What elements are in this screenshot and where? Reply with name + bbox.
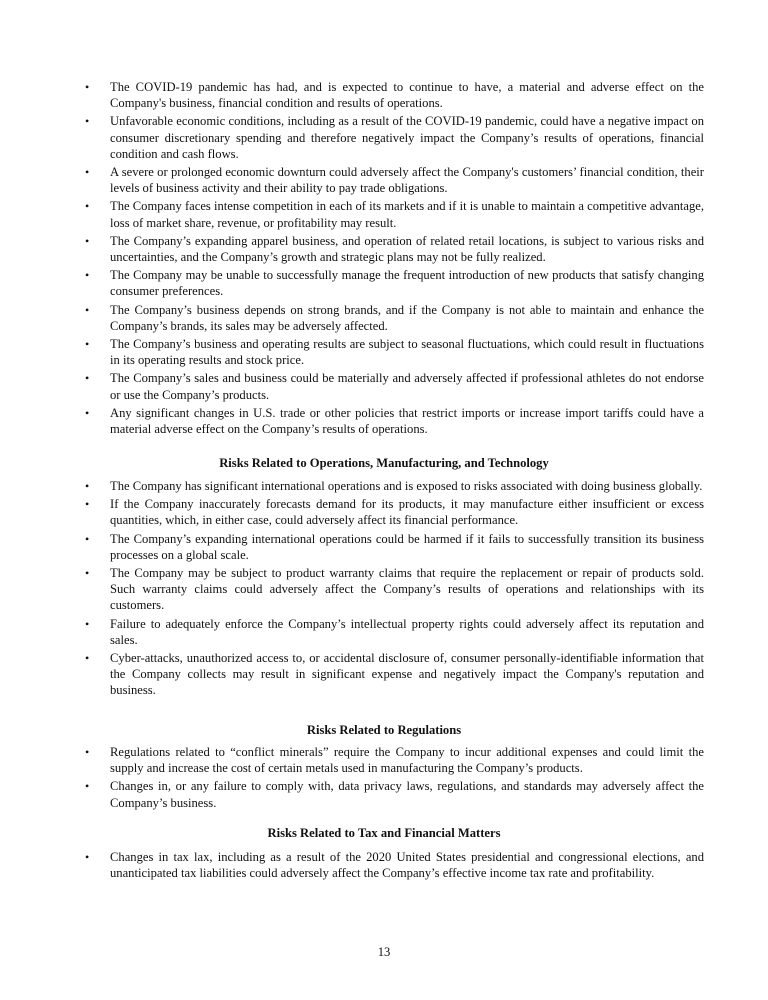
list-item: • A severe or prolonged economic downturn could adversely affect the Company's customers’ financial condition, their levels of business activity and their ability to pay trade obligations. xyxy=(85,165,704,196)
bullet-icon: • xyxy=(85,566,90,581)
page-number: 13 xyxy=(377,945,391,959)
bullet-icon: • xyxy=(85,80,90,94)
list-item: • The Company has significant international operations and is exposed to risks associated with doing business globally. xyxy=(85,479,703,493)
tax-financial-risks-list xyxy=(0,849,768,881)
operations-risks-section xyxy=(0,478,768,701)
list-item: • The Company’s business depends on strong brands, and if the Company is not able to maintain and enhance the Company’s brands, its sales may be adversely affected. xyxy=(85,302,704,333)
bullet-icon: • xyxy=(85,479,90,493)
list-item: • Changes in, or any failure to comply with, data privacy laws, regulations, and standards may adversely affect the Company’s business. xyxy=(85,779,704,810)
list-item: • If the Company inaccurately forecasts demand for its products, it may manufacture either insufficient or excess quantities, which, in either case, could adversely affect its financial performance. xyxy=(85,497,704,528)
bullet-icon: • xyxy=(85,745,90,759)
bullet-icon: • xyxy=(85,779,90,794)
bullet-icon: • xyxy=(85,497,90,512)
list-item: • The COVID-19 pandemic has had, and is expected to continue to have, a material and adverse effect on the Company's business, financial condition and results of operations. xyxy=(85,80,704,111)
bullet-icon: • xyxy=(85,165,90,180)
list-item: • Failure to adequately enforce the Company’s intellectual property rights could adversely affect its reputation and sales. xyxy=(85,616,704,647)
list-item: • The Company may be unable to successfully manage the frequent introduction of new products that satisfy changing consumer preferences. xyxy=(85,268,704,299)
general-risks-list xyxy=(0,79,768,437)
list-item: • The Company’s sales and business could be materially and adversely affected if professional athletes do not endorse or use the Company’s products. xyxy=(85,371,704,402)
list-item: • Regulations related to “conflict minerals” require the Company to incur additional expenses and could limit the supply and increase the cost of certain metals used in manufacturing the Company’s products. xyxy=(85,745,704,776)
list-item: • The Company faces intense competition in each of its markets and if it is unable to maintain a competitive advantage, loss of market share, revenue, or profitability may result. xyxy=(85,199,704,230)
regulations-risks-section xyxy=(0,744,768,813)
bullet-icon: • xyxy=(85,302,90,317)
bullet-icon: • xyxy=(85,651,90,666)
bullet-icon: • xyxy=(85,405,90,420)
bullet-icon: • xyxy=(85,616,90,631)
operations-risks-list xyxy=(0,478,768,699)
bullet-icon: • xyxy=(85,850,90,864)
bullet-icon: • xyxy=(85,268,90,283)
bullet-icon: • xyxy=(85,371,90,386)
list-item: • The Company’s business and operating results are subject to seasonal fluctuations, which could result in fluctuations in its operating results and stock price. xyxy=(85,337,704,368)
bullet-icon: • xyxy=(85,233,90,248)
list-item: • Changes in tax lax, including as a result of the 2020 United States presidential and congressional elections, and unanticipated tax liabilities could adversely affect the Company’s effective income tax rate and profitability. xyxy=(85,850,704,881)
list-item: • Unfavorable economic conditions, including as a result of the COVID-19 pandemic, could have a negative impact on consumer discretionary spending and therefore negatively impact the Company’s results of operations, financial condition and cash flows. xyxy=(85,114,704,161)
list-item: • The Company may be subject to product warranty claims that require the replacement or repair of products sold. Such warranty claims could adversely affect the Company’s results of operations and relationships with its customers. xyxy=(85,566,704,613)
tax-financial-risks-section xyxy=(0,849,768,883)
tax-financial-risks-heading: Risks Related to Tax and Financial Matters xyxy=(267,826,501,840)
bullet-icon: • xyxy=(85,531,90,546)
bullet-icon: • xyxy=(85,199,90,214)
list-item: • The Company’s expanding apparel business, and operation of related retail locations, is subject to various risks and uncertainties, and the Company’s growth and strategic plans may not be fully realized. xyxy=(85,233,704,265)
general-risks-section xyxy=(0,79,768,439)
bullet-icon: • xyxy=(85,337,90,352)
operations-risks-heading: Risks Related to Operations, Manufacturing, and Technology xyxy=(219,456,549,470)
list-item: • The Company’s expanding international operations could be harmed if it fails to successfully transition its business processes on a global scale. xyxy=(85,531,704,562)
list-item: • Cyber-attacks, unauthorized access to, or accidental disclosure of, consumer personally-identifiable information that the Company collects may result in significant expense and negatively impact the Company's reputation and business. xyxy=(85,651,704,698)
list-item: • Any significant changes in U.S. trade or other policies that restrict imports or increase import tariffs could have a material adverse effect on the Company’s results of operations. xyxy=(85,405,704,437)
regulations-risks-list xyxy=(0,744,768,811)
bullet-icon: • xyxy=(85,114,90,129)
regulations-risks-heading: Risks Related to Regulations xyxy=(306,723,462,737)
